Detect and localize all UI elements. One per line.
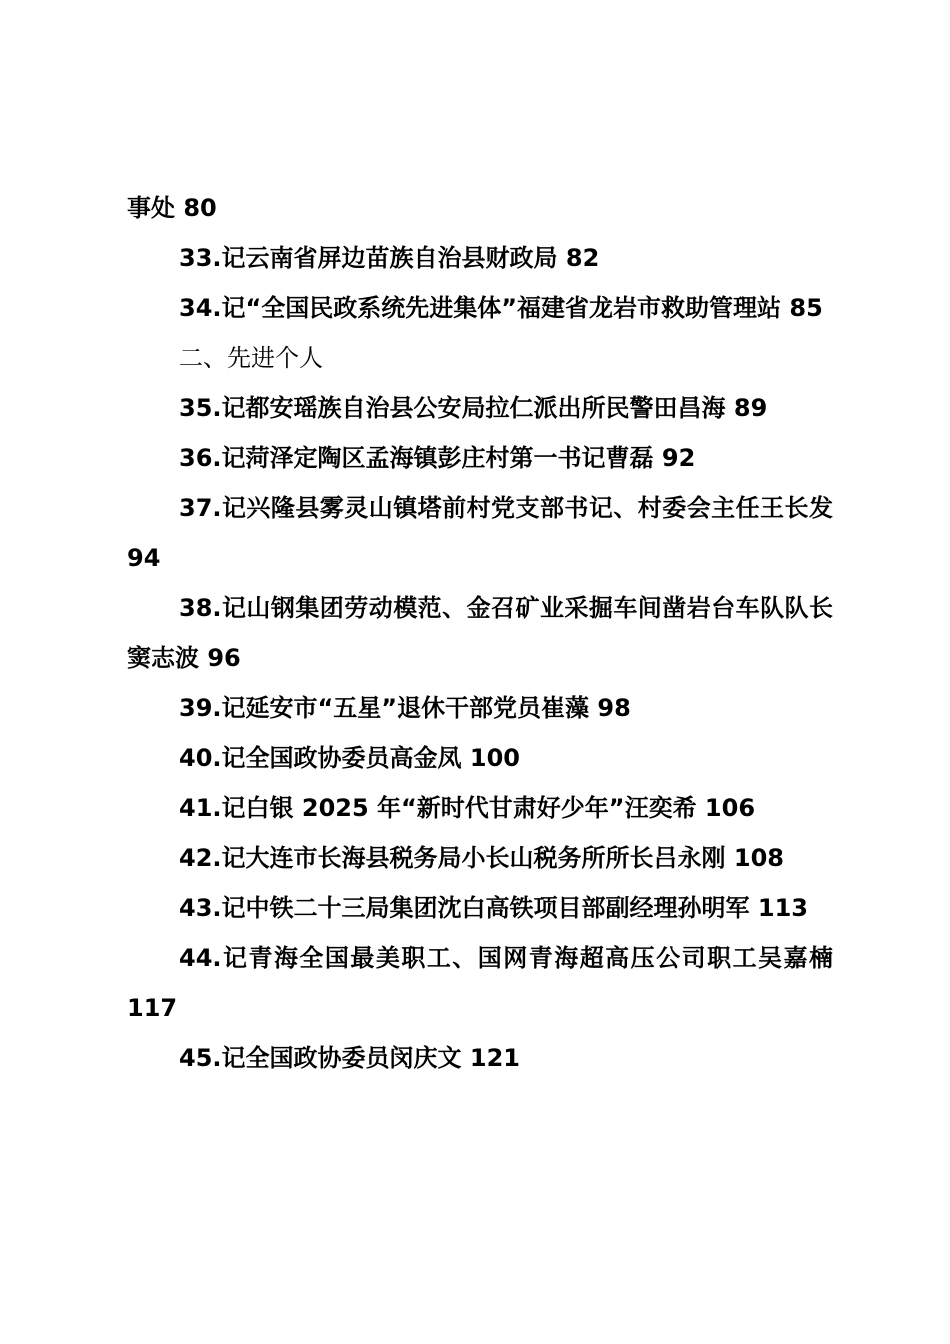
toc-entry-42: 42.记大连市长海县税务局小长山税务所所长吕永刚 108 <box>179 844 784 872</box>
toc-entry-39: 39.记延安市“五星”退休干部党员崔藻 98 <box>179 694 631 722</box>
toc-entry-41: 41.记白银 2025 年“新时代甘肃好少年”汪奕希 106 <box>179 794 756 822</box>
table-of-contents <box>127 183 833 1083</box>
toc-entry-continuation: 事处 80 <box>127 194 217 222</box>
toc-entry-36: 36.记菏泽定陶区孟海镇彭庄村第一书记曹磊 92 <box>179 444 696 472</box>
toc-entry-40: 40.记全国政协委员高金凤 100 <box>179 744 520 772</box>
toc-entry-45: 45.记全国政协委员闵庆文 121 <box>179 1044 520 1072</box>
toc-entry-38: 38.记山钢集团劳动模范、金召矿业采掘车间凿岩台车队队长窦志波 96 <box>127 594 833 672</box>
section-heading-individuals: 二、先进个人 <box>179 344 323 372</box>
toc-entry-43: 43.记中铁二十三局集团沈白高铁项目部副经理孙明军 113 <box>179 894 808 922</box>
toc-entry-44: 44.记青海全国最美职工、国网青海超高压公司职工吴嘉楠 117 <box>127 944 833 1022</box>
toc-entry-33: 33.记云南省屏边苗族自治县财政局 82 <box>179 244 600 272</box>
toc-entry-37: 37.记兴隆县雾灵山镇塔前村党支部书记、村委会主任王长发 94 <box>127 494 833 572</box>
toc-entry-35: 35.记都安瑶族自治县公安局拉仁派出所民警田昌海 89 <box>179 394 768 422</box>
toc-entry-34: 34.记“全国民政系统先进集体”福建省龙岩市救助管理站 85 <box>179 294 823 322</box>
